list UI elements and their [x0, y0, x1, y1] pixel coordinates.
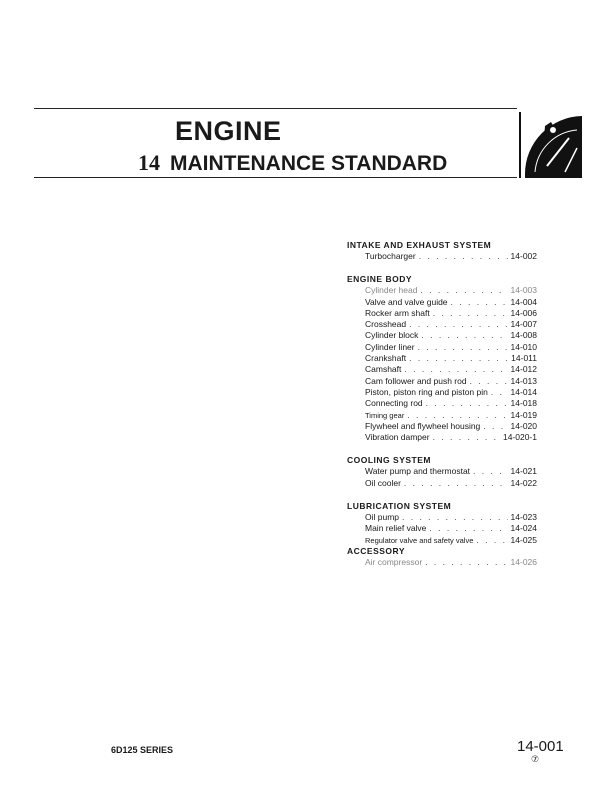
toc-entry-label: Turbocharger: [365, 251, 416, 261]
toc-entry-page: 14-024: [510, 523, 537, 534]
toc-entry[interactable]: [347, 432, 537, 443]
toc-entry-page: 14-013: [510, 375, 537, 386]
toc-entry[interactable]: [347, 535, 537, 546]
toc-entry[interactable]: [347, 251, 537, 262]
toc-entry-label: Vibration damper: [365, 432, 430, 443]
toc-entry-label: Rocker arm shaft: [365, 307, 430, 318]
toc-entry[interactable]: [347, 342, 537, 353]
toc-leader-dots: [425, 557, 507, 568]
toc-entry-label: Timing gear: [365, 410, 405, 420]
toc-entry-page: 14-003: [510, 285, 537, 296]
toc-entry-label: Flywheel and flywheel housing: [365, 420, 481, 431]
toc-leader-dots: [409, 353, 508, 364]
toc-entry[interactable]: [347, 421, 537, 432]
toc-entry-label: Air compressor: [365, 556, 423, 567]
toc-entry[interactable]: [347, 308, 537, 319]
toc-entry-label: Connecting rod: [365, 398, 423, 409]
toc-entry-page: 14-008: [510, 330, 537, 341]
toc-entry-page: 14-018: [510, 398, 537, 409]
footer-page-number: 14-001: [517, 738, 564, 755]
section-heading: [138, 150, 447, 176]
toc-entry[interactable]: [347, 387, 537, 398]
toc-entry-page: 14-022: [510, 477, 537, 488]
toc-section-title: INTAKE AND EXHAUST SYSTEM: [347, 240, 492, 250]
toc-leader-dots: [451, 297, 508, 308]
toc-entry[interactable]: [347, 523, 537, 534]
chapter-title: ENGINE: [175, 116, 282, 146]
header-bottom-rule: [34, 177, 582, 178]
toc-leader-dots: [420, 285, 507, 296]
toc-entry-page: 14-021: [510, 466, 537, 477]
toc-leader-dots: [421, 330, 507, 341]
toc-entry[interactable]: [347, 557, 537, 568]
toc-leader-dots: [419, 251, 508, 262]
toc-entry[interactable]: [347, 410, 537, 421]
toc-leader-dots: [433, 308, 508, 319]
toc-leader-dots: [470, 376, 508, 387]
toc-entry[interactable]: [347, 512, 537, 523]
toc-entry-label: Valve and valve guide: [365, 296, 448, 307]
toc-leader-dots: [409, 319, 507, 330]
toc-leader-dots: [407, 410, 507, 421]
toc-entry-page: 14-025: [510, 534, 537, 545]
toc-entry-label: Crosshead: [365, 319, 407, 330]
toc-entry-page: 14-004: [510, 296, 537, 307]
toc-section-title: LUBRICATION SYSTEM: [347, 501, 452, 512]
toc-entry-label: Cylinder block: [365, 330, 419, 341]
toc-section-title: ENGINE BODY: [347, 274, 413, 285]
toc-leader-dots: [491, 387, 508, 398]
toc-leader-dots: [476, 535, 507, 546]
toc-entry-page: 14-019: [510, 409, 537, 420]
toc-entry-page: 14-007: [510, 319, 537, 330]
toc-entry-label: Cam follower and push rod: [365, 375, 467, 386]
toc-leader-dots: [433, 432, 500, 443]
toc-entry-label: Water pump and thermostat: [365, 466, 471, 477]
gear-engine-logo-icon: [517, 108, 582, 178]
toc-entry-page: 14-020-1: [502, 432, 537, 443]
toc-entry-label: Cylinder head: [365, 285, 418, 296]
toc-entry[interactable]: [347, 297, 537, 308]
toc-entry-page: 14-014: [510, 386, 537, 397]
toc-entry-label: Oil pump: [365, 512, 400, 523]
toc-section-title: COOLING SYSTEM: [347, 455, 431, 466]
toc-leader-dots: [402, 512, 508, 523]
toc-entry[interactable]: [347, 285, 537, 296]
toc-leader-dots: [404, 478, 508, 489]
toc-entry[interactable]: [347, 319, 537, 330]
toc-section-title: ACCESSORY: [347, 545, 406, 556]
toc-entry-page: 14-012: [510, 364, 537, 375]
header-top-rule: [34, 108, 582, 109]
toc-entry-label: Piston, piston ring and piston pin: [365, 386, 488, 397]
toc-entry-page: 14-006: [510, 307, 537, 318]
toc-leader-dots: [429, 523, 507, 534]
toc-entry[interactable]: [347, 353, 537, 364]
toc-entry-page: 14-011: [511, 353, 537, 364]
toc-entry-page: 14-023: [510, 512, 537, 523]
toc-leader-dots: [473, 466, 507, 477]
toc-leader-dots: [426, 398, 508, 409]
toc-leader-dots: [418, 342, 508, 353]
section-title: MAINTENANCE STANDARD: [170, 152, 448, 175]
footer-revision-mark: ⑦: [531, 754, 540, 764]
section-number: 14: [138, 150, 160, 175]
toc-entry[interactable]: [347, 466, 537, 477]
toc-entry-page: 14-002: [510, 251, 537, 261]
toc-entry[interactable]: [347, 376, 537, 387]
footer-series: 6D125 SERIES: [111, 745, 174, 755]
toc-leader-dots: [483, 421, 507, 432]
toc-leader-dots: [404, 364, 507, 375]
toc-entry-page: 14-010: [510, 341, 537, 352]
toc-entry[interactable]: [347, 398, 537, 409]
toc-entry-label: Camshaft: [365, 364, 402, 375]
toc-entry-label: Regulator valve and safety valve: [365, 535, 474, 545]
table-of-contents: [347, 240, 537, 568]
toc-entry-page: 14-020: [510, 420, 537, 431]
toc-entry-label: Cylinder liner: [365, 341, 415, 352]
toc-entry-page: 14-026: [510, 556, 537, 567]
toc-entry[interactable]: [347, 478, 537, 489]
toc-entry-label: Oil cooler: [365, 477, 401, 488]
toc-entry[interactable]: [347, 330, 537, 341]
toc-entry[interactable]: [347, 364, 537, 375]
toc-entry-label: Crankshaft: [365, 353, 407, 364]
toc-entry-label: Main relief valve: [365, 523, 427, 534]
